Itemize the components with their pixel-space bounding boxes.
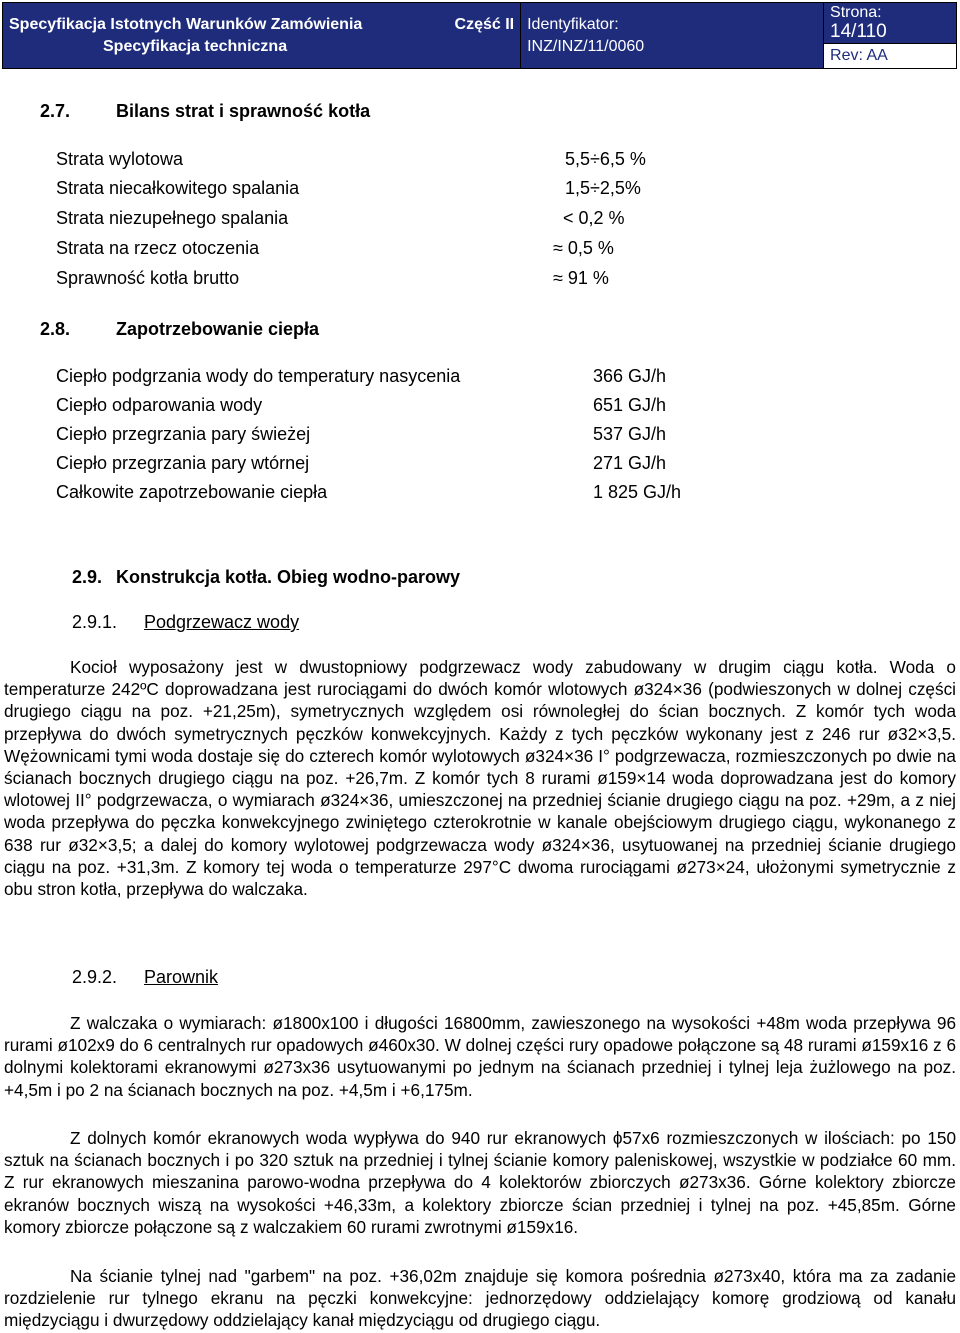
loss-value: 1,5÷2,5%	[565, 178, 641, 198]
loss-value: 5,5÷6,5 %	[565, 149, 646, 169]
section-number-2-8: 2.8.	[40, 319, 71, 339]
identifier-label: Identyfikator:	[527, 15, 619, 33]
loss-label: Strata niecałkowitego spalania	[56, 178, 300, 198]
heat-value: 1 825 GJ/h	[593, 482, 682, 502]
heat-label: Całkowite zapotrzebowanie ciepła	[56, 482, 328, 502]
section-title-2-8: Zapotrzebowanie ciepła	[116, 319, 320, 339]
paragraph-text: Z dolnych komór ekranowych woda wypływa do 940 rur ekranowych ϕ57x6 rozmieszczonych w ilościach: po 150 sztuk na ścianach bocznych i po 320 sztuk na przedniej i tylnej ścianie komory paleniskowej, wszystkie w podziałce 60 mm. Z rur ekranowych mieszanina parowo-wodna przepływa do 4 kolektorów zbiorczych ø273x36. Górne kolektory zbiorcze ekranów bocznych wiszą na wysokości +46,33m, a kolektory zbiorcze ścian przedniej i tylnej na poz. +45,85m. Górne komory zbiorcze połączone są z walczakiem 60 rurami zwrotnymi ø159x16.	[4, 1128, 956, 1237]
loss-value: ≈ 91 %	[553, 268, 609, 288]
heat-value: 537 GJ/h	[593, 424, 667, 444]
paragraph-parownik-2	[4, 1127, 956, 1238]
paragraph-text: Kocioł wyposażony jest w dwustopniowy podgrzewacz wody zabudowany w drugim ciągu kotła. Woda o temperaturze 242ºC doprowadzana jest rurociągami do dwóch komór wlotowych ø324×36 (podwieszonych w dolnej części drugiego ciągu na poz. +21,25m), symetrycznych względem osi równoległej do ścian bocznych. Z komór tych woda przepływa do dwóch symetrycznych pęczków konwekcyjnych. Każdy z tych pęczków wykonany jest z 246 rur ø32×3,5. Wężownicami tymi woda dostaje się do czterech komór wylotowych ø324×36 I° podgrzewacza, rozmieszczonych po dwie na ścianach bocznych drugiego ciągu na poz. +26,7m. Z komór tych 8 rurami ø159×14 woda doprowadzana jest do komory wlotowej II° podgrzewacza, o wymiarach ø324×36, umieszczonej na przedniej ścianie drugiego ciągu na poz. +29m, a z niej woda przepływa do pęczka konwekcyjnego zwiniętego czterokrotnie w kanale obejściowym drugiego ciągu, wykonanego z 638 rur ø32×3,5; a dalej do komory wylotowej podgrzewacza wody ø324×36, usytuowanej na przedniej ścianie drugiego ciągu na poz. +31,3m. Z komory tej woda o temperaturze 297°C dwoma rurociągami ø273×24, ułożonymi symetrycznie z obu stron kotła, przepływa do walczaka.	[4, 657, 956, 900]
loss-value: < 0,2 %	[563, 208, 625, 228]
paragraph-parownik-1	[4, 1012, 956, 1101]
heat-label: Ciepło odparowania wody	[56, 395, 263, 415]
loss-value: ≈ 0,5 %	[553, 238, 614, 258]
header-identifier-cell	[521, 3, 824, 69]
paragraph-parownik-3	[4, 1265, 956, 1332]
paragraph-text: Na ścianie tylnej nad "garbem" na poz. +36,02m znajduje się komora pośrednia ø273x40, która ma za zadanie rozdzielenie rur tylnego ekranu na pęczki konwekcyjne: jednorzędowy oddzielający komorę grodziową od kanału międzyciągu i dwurzędowy oddzielający kanał międzyciągu od drugiego ciągu.	[4, 1266, 956, 1331]
heat-value: 271 GJ/h	[593, 453, 667, 473]
paragraph-text: Z walczaka o wymiarach: ø1800x100 i długości 16800mm, zawieszonego na wysokości +48m woda przepływa 96 rurami ø102x9 do 6 centralnych rur opadowych ø460x30. W dolnej części rury opadowe połączone są 48 rurami ø159x16 z 6 dolnymi kolektorami ekranowymi ø273x36 usytuowanymi po jednym na ścianach przedniej i tylnej leja żużlowego na poz. +4,5m i po 2 na ścianach bocznych na poz. +4,5m i +6,175m.	[4, 1013, 956, 1100]
paragraph-podgrzewacz	[4, 656, 956, 900]
heat-value: 651 GJ/h	[593, 395, 667, 415]
loss-label: Strata wylotowa	[56, 149, 184, 169]
loss-label: Strata na rzecz otoczenia	[56, 238, 260, 258]
header-title-cell	[3, 3, 521, 69]
identifier-value: INZ/INZ/11/0060	[527, 37, 645, 55]
section-number-2-7: 2.7.	[40, 101, 71, 121]
page-number: 14/110	[830, 21, 887, 42]
heat-label: Ciepło przegrzania pary wtórnej	[56, 453, 310, 473]
document-header	[2, 2, 957, 69]
section-number-2-9-2: 2.9.2.	[72, 967, 118, 987]
section-title-2-7: Bilans strat i sprawność kotła	[116, 101, 371, 121]
doc-subtitle: Specyfikacja techniczna	[103, 37, 288, 55]
page-label: Strona:	[830, 4, 882, 21]
section-title-2-9-1: Podgrzewacz wody	[144, 612, 300, 632]
doc-title: Specyfikacja Istotnych Warunków Zamówienia	[9, 15, 363, 33]
section-number-2-9-1: 2.9.1.	[72, 612, 118, 632]
loss-label: Sprawność kotła brutto	[56, 268, 240, 288]
doc-part: Część II	[454, 15, 515, 33]
heat-label: Ciepło podgrzania wody do temperatury nasycenia	[56, 366, 461, 386]
header-page-cell	[824, 3, 957, 69]
section-title-2-9-2: Parownik	[144, 967, 219, 987]
section-title-2-9: Konstrukcja kotła. Obieg wodno-parowy	[116, 567, 461, 587]
loss-label: Strata niezupełnego spalania	[56, 208, 289, 228]
section-number-2-9: 2.9.	[72, 567, 103, 587]
heat-value: 366 GJ/h	[593, 366, 667, 386]
heat-label: Ciepło przegrzania pary świeżej	[56, 424, 311, 444]
revision: Rev: AA	[824, 43, 956, 68]
